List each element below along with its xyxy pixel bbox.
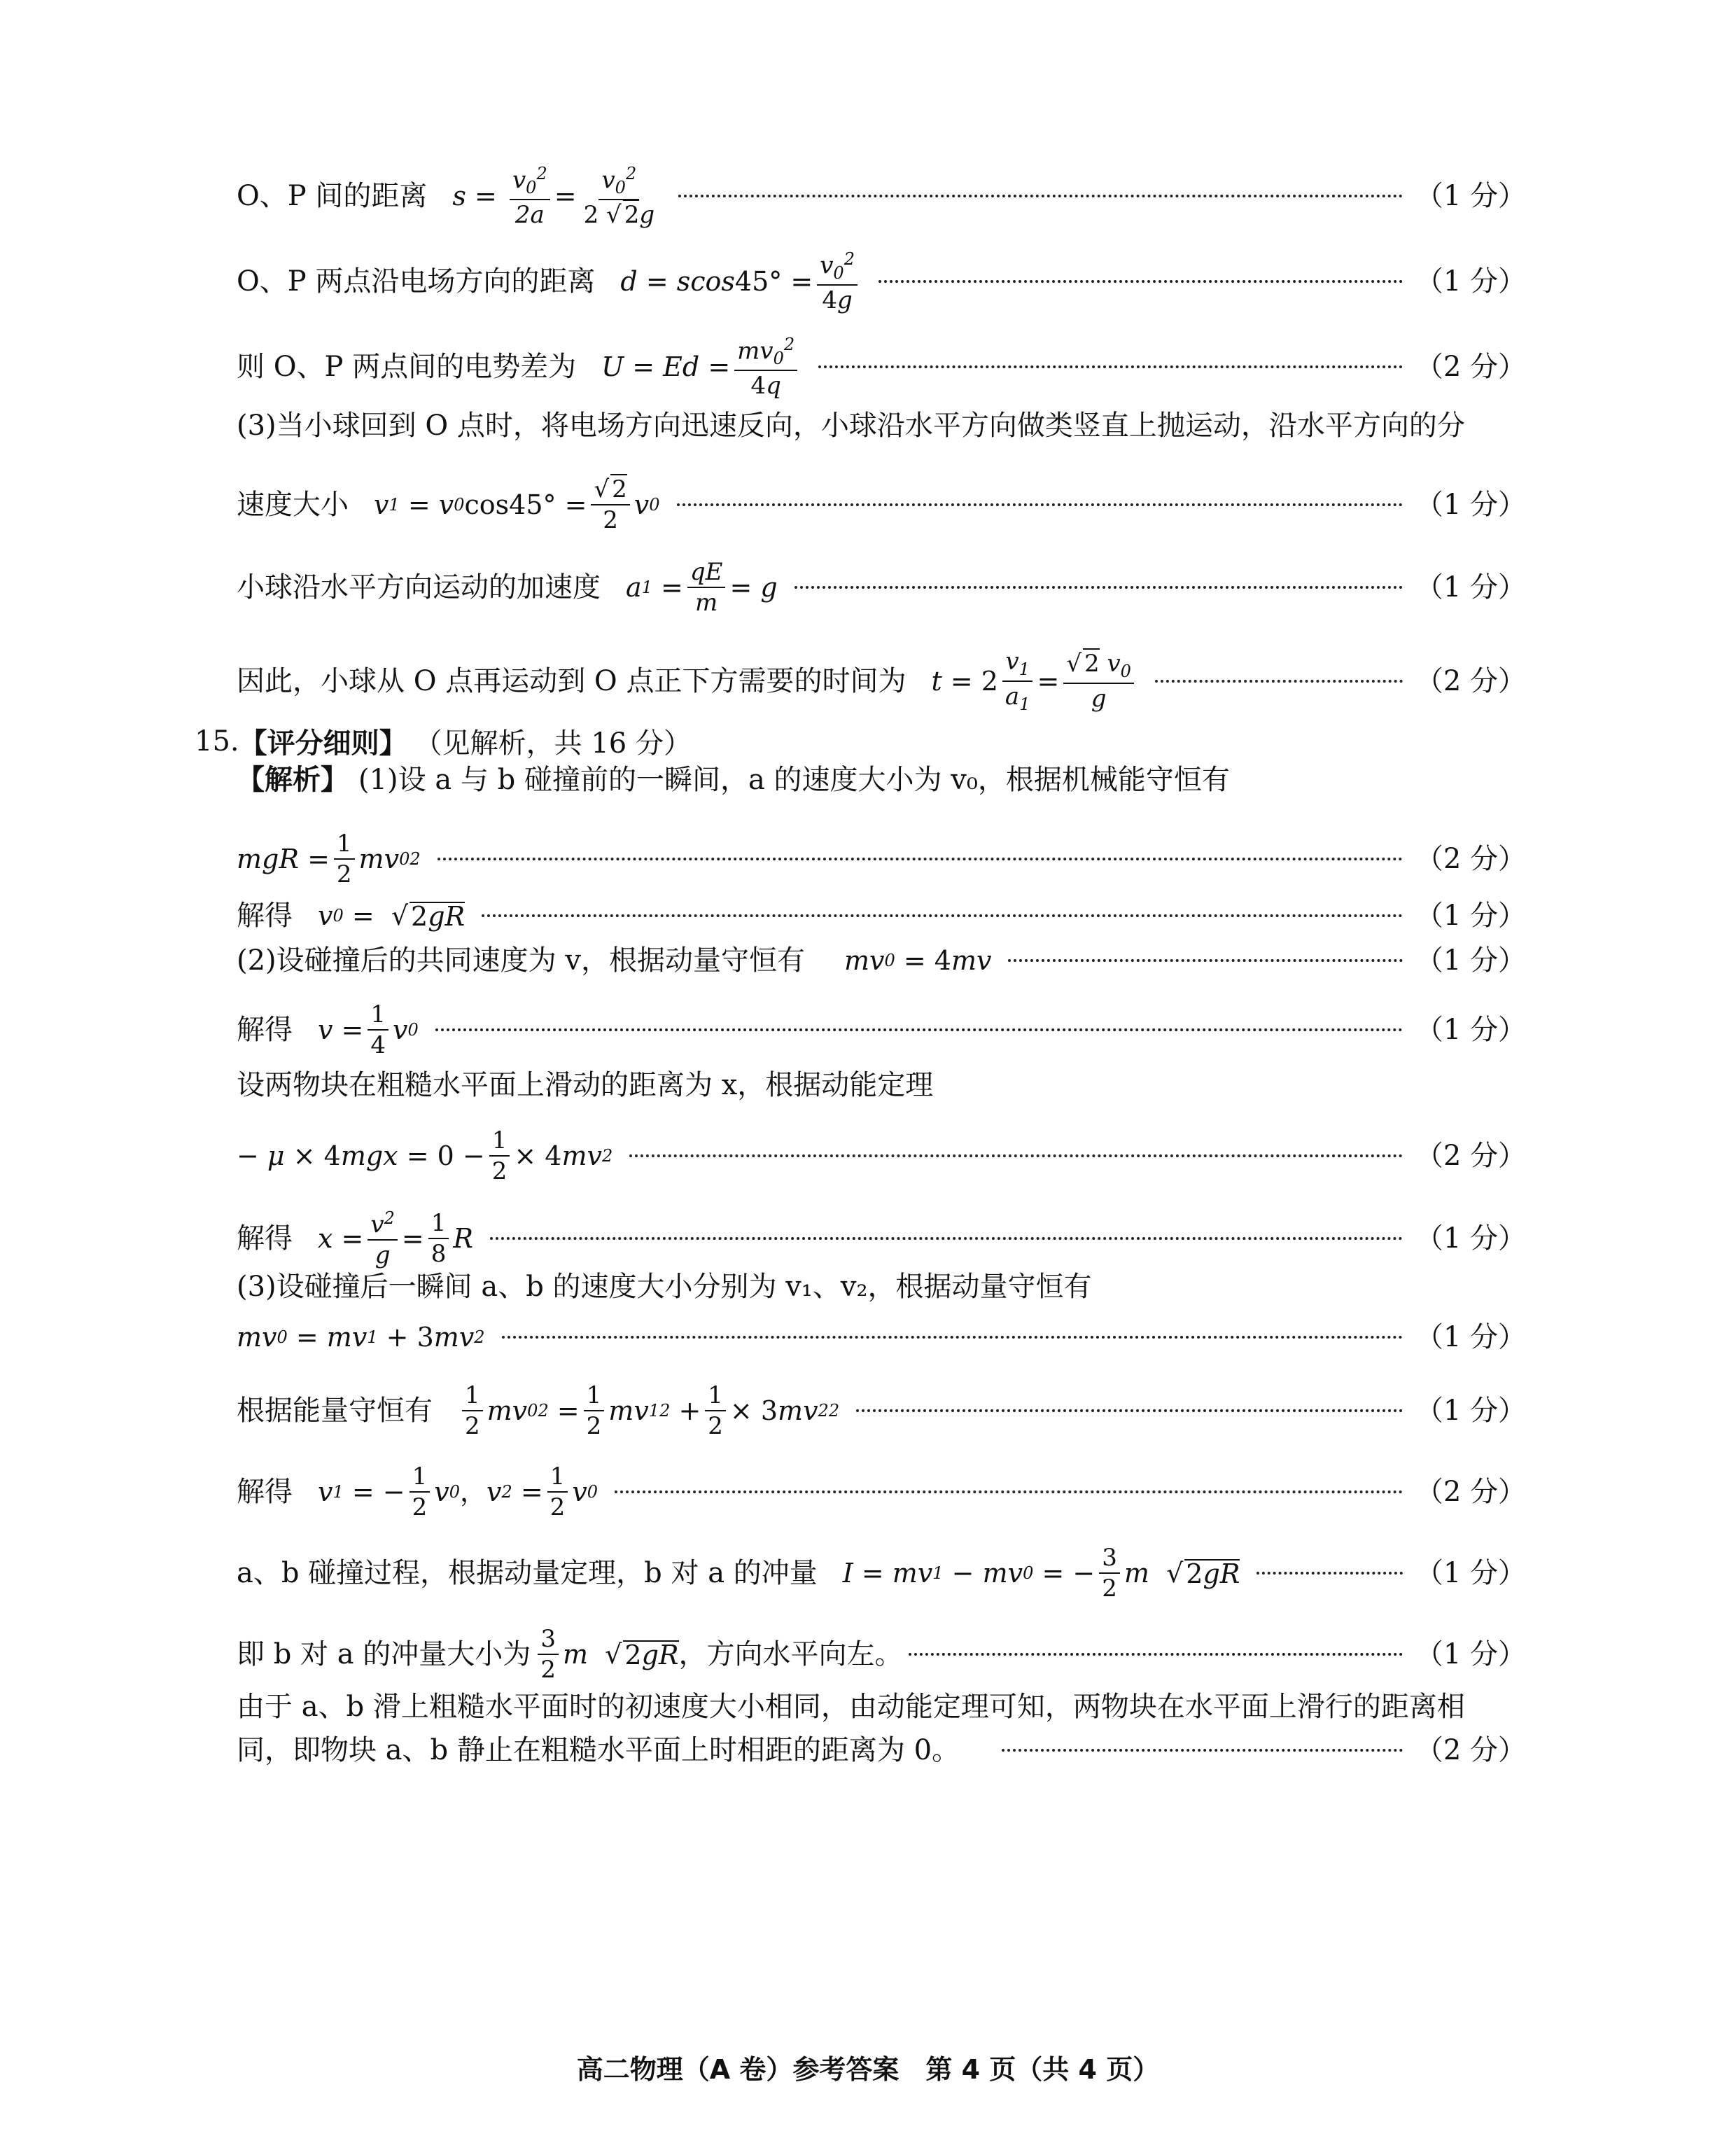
leader-dots (615, 1491, 1403, 1493)
page-footer: 高二物理（A 卷）参考答案 第 4 页（共 4 页） (576, 2054, 1160, 2085)
section-tag: 【评分细则】 (239, 727, 407, 760)
score: （1 分） (1415, 489, 1526, 521)
score: （1 分） (1415, 1222, 1526, 1255)
equation: s = $\frac{v_0^2}{2a}$ = $\frac{v_0^2}{2 √ 2g}$ (452, 164, 655, 230)
leader-dots (482, 914, 1403, 917)
equation: x = $\frac{v^2}{g}$ = $\frac{1}{8}$ R (318, 1208, 473, 1270)
equation: v 1 = v 0 cos45° = $\frac{√ 2}{2}$ v 0 (374, 475, 660, 534)
line-text: 则 O、P 两点间的电势差为 (237, 351, 577, 384)
score: （1 分） (1415, 180, 1526, 213)
equation: I = mv 1 − mv 0 = − $\frac{3}{2}$ m √ 2gR (842, 1544, 1240, 1603)
score: （1 分） (1415, 265, 1526, 298)
score: （1 分） (1415, 944, 1526, 977)
line-text: 速度大小 (237, 489, 349, 521)
score: （1 分） (1415, 1321, 1526, 1353)
score: （1 分） (1415, 1014, 1526, 1046)
answer-paragraph-part3: (3)当小球回到 O 点时，将电场方向迅速反向，小球沿水平方向做类竖直上抛运动，沿水平方向的分 (237, 410, 1465, 442)
score: （2 分） (1415, 351, 1526, 384)
equation: v 0 = √ 2gR (318, 900, 465, 932)
equation: U = Ed = $\frac{mv_0^2}{4q}$ (601, 336, 802, 398)
equation: a 1 = $\frac{qE}{m}$ = g (626, 558, 778, 617)
equation: $\frac{3}{2}$ m √ 2gR (533, 1627, 678, 1682)
score: （2 分） (1415, 1140, 1526, 1172)
score: （1 分） (1415, 571, 1526, 603)
equation: mgR = $\frac{1}{2}$ mv 0 2 (237, 830, 421, 888)
answer-line-field-distance (237, 249, 1526, 315)
equation: mv 0 = 4 mv (844, 945, 992, 976)
line-text: 小球沿水平方向运动的加速度 (237, 571, 601, 603)
answer-line-horizontal-velocity (237, 477, 1526, 532)
leader-dots (909, 1653, 1403, 1656)
answer-line-op-distance (237, 164, 1526, 230)
line-text-suffix: ，方向水平向左。 (678, 1638, 903, 1670)
answer-line-solve-v (237, 1000, 1526, 1059)
question-number: 15. (195, 725, 239, 758)
leader-dots (490, 1237, 1403, 1240)
score: （2 分） (1415, 843, 1526, 875)
section-tag: 【解析】 (237, 763, 349, 796)
answer-line-potential-difference (237, 336, 1526, 398)
score: （2 分） (1415, 664, 1526, 697)
line-text: 解得 (237, 1476, 293, 1508)
line-text: a、b 碰撞过程，根据动量定理，b 对 a 的冲量 (237, 1557, 818, 1589)
answer-line-solve-v1-v2 (237, 1465, 1526, 1519)
equation: − μ × 4 mgx = 0 − $\frac{1}{2}$ × 4 mv 2 (237, 1126, 613, 1185)
line-text: 因此，小球从 O 点再运动到 O 点正下方需要的时间为 (237, 664, 906, 697)
line-text: 同，即物块 a、b 静止在粗糙水平面上时相距的距离为 0。 (237, 1734, 960, 1766)
leader-dots (878, 280, 1403, 283)
leader-dots (629, 1154, 1403, 1157)
leader-dots (502, 1336, 1403, 1339)
answer-line-solve-v0 (237, 902, 1526, 930)
leader-dots (435, 1028, 1403, 1031)
leader-dots (856, 1409, 1403, 1412)
score: （1 分） (1415, 900, 1526, 932)
leader-dots (678, 195, 1403, 197)
answer-paragraph-conclusion: 由于 a、b 滑上粗糙水平面时的初速度大小相同，由动能定理可知，两物块在水平面上滑行的距离相 (237, 1691, 1465, 1723)
answer-line-energy-conservation (237, 832, 1526, 886)
answer-line-momentum (237, 944, 1526, 977)
score: （2 分） (1415, 1476, 1526, 1508)
leader-dots (794, 586, 1403, 589)
answer-line-kinetic-theorem (237, 1126, 1526, 1185)
question-15-header (195, 721, 692, 761)
score: （1 分） (1415, 1395, 1526, 1427)
line-text: O、P 间的距离 (237, 180, 428, 213)
answer-line-acceleration (237, 560, 1526, 615)
equation: d = scos 45° = $\frac{v_0^2}{4g}$ (620, 251, 862, 312)
leader-dots (1155, 680, 1403, 683)
equation: mv 0 = mv 1 + 3 mv 2 (237, 1322, 485, 1353)
answer-line-conclusion (237, 1736, 1526, 1764)
equation: v 1 = − $\frac{1}{2}$ v 0 ， v 2 = $\frac{1}{2}$ v 0 (318, 1463, 598, 1521)
leader-dots (438, 858, 1403, 860)
line-text: 根据能量守恒有 (237, 1395, 433, 1427)
line-text: 解得 (237, 1014, 293, 1046)
equation: v = $\frac{1}{4}$ v 0 (318, 1000, 419, 1059)
answer-line-energy-conservation-2 (237, 1383, 1526, 1438)
score: （2 分） (1415, 1734, 1526, 1766)
leader-dots (677, 503, 1403, 506)
line-text: (2)设碰撞后的共同速度为 v，根据动量守恒有 (237, 944, 805, 977)
line-text: 即 b 对 a 的冲量大小为 (237, 1638, 531, 1670)
section-note: （见解析，共 16 分） (414, 727, 692, 760)
equation: $\frac{1}{2}$ mv 0 2 = $\frac{1}{2}$ mv 1 2 + $\frac{1}{2}$ × 3 mv 2 2 (458, 1383, 839, 1438)
answer-line-impulse-magnitude (237, 1627, 1526, 1682)
leader-dots (1002, 1749, 1403, 1752)
leader-dots (818, 365, 1403, 368)
leader-dots (1008, 959, 1402, 962)
answer-line-impulse (237, 1544, 1526, 1603)
line-text: O、P 两点沿电场方向的距离 (237, 265, 596, 298)
line-text: 解得 (237, 1222, 293, 1255)
score: （1 分） (1415, 1557, 1526, 1589)
equation: t = 2 $\frac{v_1}{a_1}$ = $\frac{√ 2 v_0}{g}$ (931, 650, 1138, 713)
answer-line-solve-x (237, 1208, 1526, 1270)
answer-paragraph-distance: 设两物块在粗糙水平面上滑动的距离为 x，根据动能定理 (237, 1069, 934, 1101)
line-text: (1)设 a 与 b 碰撞前的一瞬间，a 的速度大小为 v₀，根据机械能守恒有 (358, 764, 1230, 796)
score: （1 分） (1415, 1638, 1526, 1670)
line-text: 解得 (237, 900, 293, 932)
answer-paragraph-part1 (237, 763, 1526, 796)
answer-line-momentum-2 (237, 1323, 1526, 1351)
answer-paragraph-part3-collision: (3)设碰撞后一瞬间 a、b 的速度大小分别为 v₁、v₂，根据动量守恒有 (237, 1271, 1092, 1303)
answer-line-time (237, 650, 1526, 713)
leader-dots (1256, 1572, 1402, 1575)
